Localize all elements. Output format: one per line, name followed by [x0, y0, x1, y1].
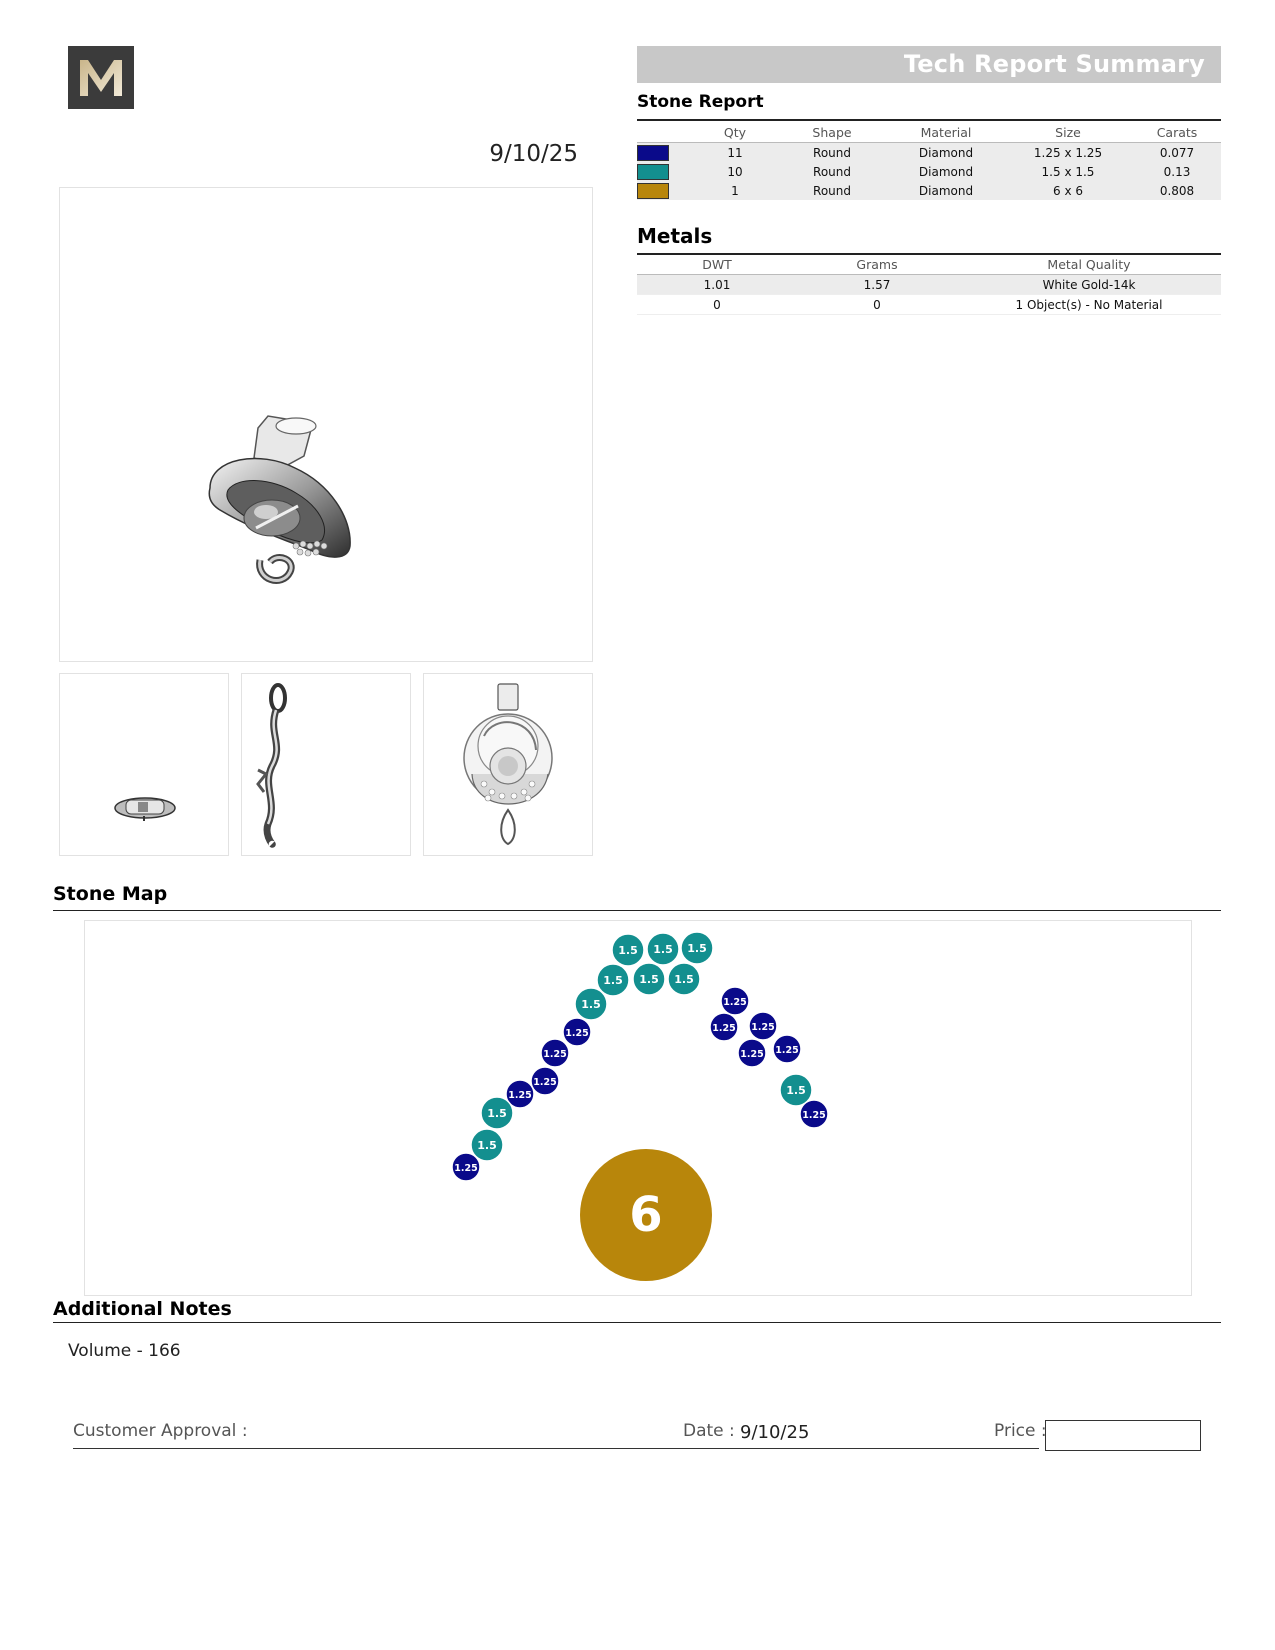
- stone-map-small-stone: [563, 1018, 591, 1046]
- stone-size-label: 1.25: [712, 1023, 736, 1034]
- stone-material-cell: Diamond: [889, 162, 1003, 181]
- stone-row: [637, 162, 1221, 181]
- stone-size-label: 1.5: [639, 973, 659, 986]
- price-input-box[interactable]: [1045, 1420, 1201, 1451]
- stone-map-medium-stone: [481, 1097, 513, 1129]
- stone-size-cell: 1.5 x 1.5: [1003, 162, 1133, 181]
- price-label: Price :: [994, 1421, 1047, 1441]
- stone-map-medium-stone: [633, 963, 665, 995]
- stone-color-swatch: [637, 183, 669, 199]
- stone-shape-cell: Round: [775, 143, 889, 163]
- approval-date-value: 9/10/25: [740, 1422, 810, 1443]
- stone-map-small-stone: [800, 1100, 828, 1128]
- stone-size-label: 1.5: [487, 1107, 507, 1120]
- stone-size-label: 1.5: [603, 974, 623, 987]
- stone-map-medium-stone: [668, 963, 700, 995]
- stone-qty-cell: 11: [695, 143, 775, 163]
- metals-table: [637, 255, 1221, 315]
- stone-map-small-stone: [531, 1067, 559, 1095]
- column-header-qty: Qty: [723, 125, 747, 140]
- stone-map-small-stone: [721, 987, 749, 1015]
- report-date: 9/10/25: [489, 141, 578, 167]
- stone-size-label: 1.5: [653, 943, 673, 956]
- stone-color-swatch: [637, 145, 669, 161]
- stone-map-small-stone: [773, 1035, 801, 1063]
- stone-color-cell: [637, 162, 695, 181]
- stone-material-cell: Diamond: [889, 181, 1003, 200]
- stone-map-small-stone: [452, 1153, 480, 1181]
- stone-size-label: 1.25: [533, 1077, 557, 1088]
- stone-color-cell: [637, 143, 695, 163]
- customer-approval-signature-line[interactable]: [73, 1448, 1039, 1449]
- additional-notes-divider: [53, 1322, 1221, 1323]
- stone-shape-cell: Round: [775, 162, 889, 181]
- stone-size-label: 1.5: [687, 942, 707, 955]
- customer-approval-label: Customer Approval :: [73, 1421, 248, 1441]
- stone-map-small-stone: [541, 1039, 569, 1067]
- approval-date-label: Date :: [683, 1421, 735, 1441]
- stone-size-label: 1.25: [751, 1022, 775, 1033]
- summary-header-band: [637, 46, 1221, 83]
- stone-size-label: 1.25: [723, 997, 747, 1008]
- metal-dwt-cell: 0: [713, 297, 721, 312]
- stone-carats-cell: 0.077: [1133, 143, 1221, 163]
- metal-row: [637, 275, 1221, 295]
- column-header-dwt: DWT: [702, 257, 732, 272]
- stone-map-title: Stone Map: [53, 883, 168, 905]
- stone-carats-cell: 0.13: [1133, 162, 1221, 181]
- column-header-material: Material: [920, 125, 972, 140]
- stone-map-small-stone: [738, 1039, 766, 1067]
- stone-map-small-stone: [710, 1013, 738, 1041]
- stone-report-table: [637, 123, 1221, 200]
- stone-row: [637, 143, 1221, 163]
- stone-size-cell: 6 x 6: [1003, 181, 1133, 200]
- stone-size-label: 1.25: [740, 1049, 764, 1060]
- metal-row: [637, 295, 1221, 315]
- additional-notes-title: Additional Notes: [53, 1298, 232, 1320]
- stone-size-label: 1.5: [674, 973, 694, 986]
- top-view-thumbnail: [59, 673, 229, 856]
- stone-size-label: 1.25: [543, 1049, 567, 1060]
- column-header-grams: Grams: [856, 257, 898, 272]
- side-view-thumbnail: [241, 673, 411, 856]
- stone-size-label: 1.5: [581, 998, 601, 1011]
- column-header-size: Size: [1055, 125, 1081, 140]
- stone-map-medium-stone: [612, 934, 644, 966]
- stone-map-divider: [53, 910, 1221, 911]
- stone-size-label: 1.25: [775, 1045, 799, 1056]
- front-view-thumbnail: [423, 673, 593, 856]
- column-header-metal-quality: Metal Quality: [1047, 257, 1131, 272]
- stone-size-label: 1.5: [786, 1084, 806, 1097]
- metal-quality-cell: 1 Object(s) - No Material: [1015, 297, 1163, 312]
- stone-color-header: [637, 123, 695, 143]
- stone-shape-cell: Round: [775, 181, 889, 200]
- metals-title: Metals: [637, 224, 713, 248]
- metal-quality-cell: White Gold-14k: [957, 275, 1221, 295]
- stone-size-label: 6: [629, 1187, 663, 1243]
- stone-map-medium-stone: [681, 932, 713, 964]
- notes-text: Volume - 166: [68, 1341, 181, 1361]
- stone-qty-cell: 10: [695, 162, 775, 181]
- company-logo: [68, 46, 134, 109]
- main-render-view: [59, 187, 593, 662]
- stone-row: [637, 181, 1221, 200]
- stone-size-label: 1.5: [477, 1139, 497, 1152]
- stone-report-divider: [637, 119, 1221, 121]
- stone-size-label: 1.25: [802, 1110, 826, 1121]
- stone-map-medium-stone: [575, 988, 607, 1020]
- stone-map-small-stone: [749, 1012, 777, 1040]
- stone-material-cell: Diamond: [889, 143, 1003, 163]
- metal-grams-cell: 0: [873, 297, 881, 312]
- stone-map-medium-stone: [647, 933, 679, 965]
- stone-report-title: Stone Report: [637, 92, 764, 112]
- stone-size-label: 1.5: [618, 944, 638, 957]
- column-header-shape: Shape: [812, 125, 852, 140]
- metal-grams-cell: 1.57: [797, 275, 957, 295]
- stone-map-canvas: [84, 920, 1192, 1296]
- stone-size-cell: 1.25 x 1.25: [1003, 143, 1133, 163]
- column-header-carats: Carats: [1156, 125, 1198, 140]
- summary-title: Tech Report Summary: [903, 50, 1205, 78]
- stone-carats-cell: 0.808: [1133, 181, 1221, 200]
- stone-color-swatch: [637, 164, 669, 180]
- stone-size-label: 1.25: [508, 1090, 532, 1101]
- stone-size-label: 1.25: [454, 1163, 478, 1174]
- pendant-perspective-image: [60, 188, 594, 663]
- stone-qty-cell: 1: [695, 181, 775, 200]
- stone-map-center-stone: [580, 1149, 712, 1281]
- stone-size-label: 1.25: [565, 1028, 589, 1039]
- stone-color-cell: [637, 181, 695, 200]
- metal-dwt-cell: 1.01: [637, 275, 797, 295]
